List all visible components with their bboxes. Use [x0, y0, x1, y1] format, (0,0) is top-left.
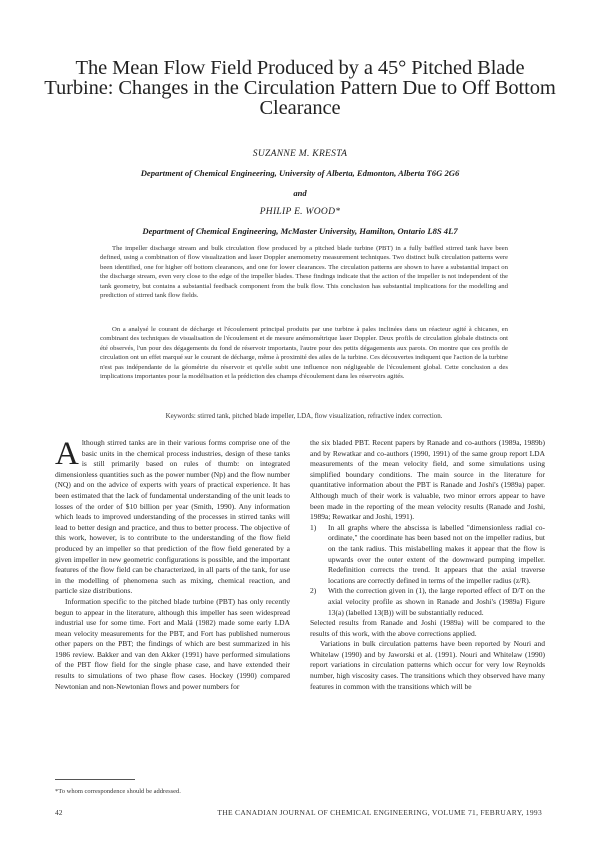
keywords-line: Keywords: stirred tank, pitched blade impeller, LDA, flow visualization, refractive index correction. [165, 413, 443, 420]
correction-item-1-number: 1) [310, 522, 317, 532]
author-name-1: SUZANNE M. KRESTA [252, 149, 348, 159]
footnote: *To whom correspondence should be addressed. [55, 788, 181, 795]
paper-title: The Mean Flow Field Produced by a 45° Pitched Blade Turbine: Changes in the Circulation Pattern Due to Off Bottom Clearance [44, 57, 556, 119]
right-paragraph-2: Selected results from Ranade and Joshi (1989a) will be compared to the results of this work, with the above corrections applied. [310, 618, 545, 638]
intro-paragraph-2: Information specific to the pitched blade turbine (PBT) has only recently begun to appear in the literature, although this impeller has seen widespread industrial use for some time. Fort and Malá (1982) made some early LDA mean velocity measurements for the PBT, and Fort has published numerous other papers on the PBT; the findings of which are best summarized in his 1986 review. Bakker and van den Akker (1991) have performed simulations of the PBT flow field for the single phase case, and have extended their results to simulations of two phase flow cases. Hockey (1990) compared Newtonian and non-Newtonian flows and power numbers for [55, 596, 290, 691]
footnote-divider [55, 779, 135, 780]
abstract-french: On a analysé le courant de décharge et l'écoulement principal produits par une turbine à pales inclinées dans un réacteur agité à chicanes, en combinant des techniques de visualisation de l'écoulement et de mesure anémométrique laser Doppler. Deux profils de circulation globale distincts ont été observés, l'un pour des dégagements du fond de réservoir importants, l'autre pour des petits dégagements aux parois. On montre que ces profils de circulation ont un effet marqué sur le courant de décharge, même à proximité des ailes de la turbine. Ces découvertes indiquent que l'action de la turbine n'est pas indépendante de la géométrie du réservoir et qu'elle subit une influence non négligeable de l'écoulement global. Cette conclusion a des implications importantes pour la modélisation et la prédiction des champs d'écoulement dans les réservoirs agités. [100, 326, 508, 381]
intro-paragraph-1-text: lthough stirred tanks are in their various forms comprise one of the basic units in the chemical process industries, design of these tanks is still primarily based on rules of thumb: on integrated dimensionless quantities such as the power number (Np) and the flow number (NQ) and on the advice of experts with years of practical experience. It has been estimated that the lack of fundamental understanding of the unit leads to losses of the order of $10 billion per year (Smith, 1990). Any information which leads to improved understanding of the processes in stirred tanks will lead to better design and practice, and thus to better process. The objective of this work, however, is to contribute to the understanding of the flow field produced by an impeller so that prediction of the flow field generated by a given impeller in new geometric configurations is possible, and the important features of the flow field can be characterized, in all parts of the tank, for use in the modelling of phenomena such as mixing, chemical reaction, and particle size distributions. [55, 438, 290, 596]
author-conjunction: and [293, 188, 307, 198]
author-affiliation-1: Department of Chemical Engineering, University of Alberta, Edmonton, Alberta T6G 2G6 [140, 168, 460, 178]
page-number: 42 [55, 808, 63, 817]
left-column [55, 438, 290, 692]
right-paragraph-1: the six bladed PBT. Recent papers by Ranade and co-authors (1989a, 1989b) and by Rewatkar and co-authors (1990, 1991) of the same group report LDA measurements of the mean velocity field, and some simulations using simplified boundary conditions. The main source in the literature for quantitative information about the PBT is Ranade and Joshi's (1989a) paper. Although much of their work is valuable, two minor errors appear to have been made in the reporting of the mean velocity results (Ranade and Joshi, 1989a; Rewatkar and Joshi, 1991). [310, 438, 545, 522]
intro-paragraph-1 [55, 438, 290, 597]
drop-cap: A [55, 436, 79, 472]
correction-item-1-text: In all graphs where the abscissa is labelled "dimensionless radial co-ordinate," the coordinate has been based not on the impeller radius, but on the tank radius. This mislabelling makes it appear that the flow is upwards over the outer extent of the downward pumping impeller. Redefinition corrects the trend. It appears that the axial traverse locations are correctly defined in terms of the impeller radius (z/R). [328, 522, 545, 585]
correction-item-2-text: With the correction given in (1), the large reported effect of D/T on the axial velocity profile as shown in Ranade and Joshi's (1989a) Figure 13(a) (labelled 13(B)) will be substantially reduced. [328, 586, 545, 617]
correction-item-1 [310, 523, 545, 587]
correction-item-2-number: 2) [310, 586, 317, 596]
author-affiliation-2: Department of Chemical Engineering, McMaster University, Hamilton, Ontario L8S 4L7 [142, 226, 458, 236]
author-name-2: PHILIP E. WOOD* [259, 207, 341, 217]
abstract-english: The impeller discharge stream and bulk circulation flow produced by a pitched blade turbine (PBT) in a fully baffled stirred tank have been defined, using a combination of flow visualization and laser Doppler anemometry measurement techniques. Two distinct bulk circulation patterns were been identified, one for higher off bottom clearances, and one for lower clearances. The circulation patterns are shown to have a substantial impact on the discharge stream, even very close to the edge of the impeller blades. These findings indicate that the action of the impeller is not independent of the tank geometry, but contains a substantial feedback component from the bulk flow. This conclusion has substantial implications for the modelling and prediction of stirred tank flow fields. [100, 245, 508, 300]
right-paragraph-3: Variations in bulk circulation patterns have been reported by Nouri and Whitelaw (1990) and by Jaworski et al. (1991). Nouri and Whitelaw (1990) report variations in circulation patterns which occur for very low Reynolds number, high viscosity cases. The transitions which they observed have many features in common with the transitions which will be [310, 639, 545, 691]
right-column [310, 438, 545, 692]
correction-item-2 [310, 586, 545, 618]
journal-footer: THE CANADIAN JOURNAL OF CHEMICAL ENGINEERING, VOLUME 71, FEBRUARY, 1993 [217, 808, 542, 817]
